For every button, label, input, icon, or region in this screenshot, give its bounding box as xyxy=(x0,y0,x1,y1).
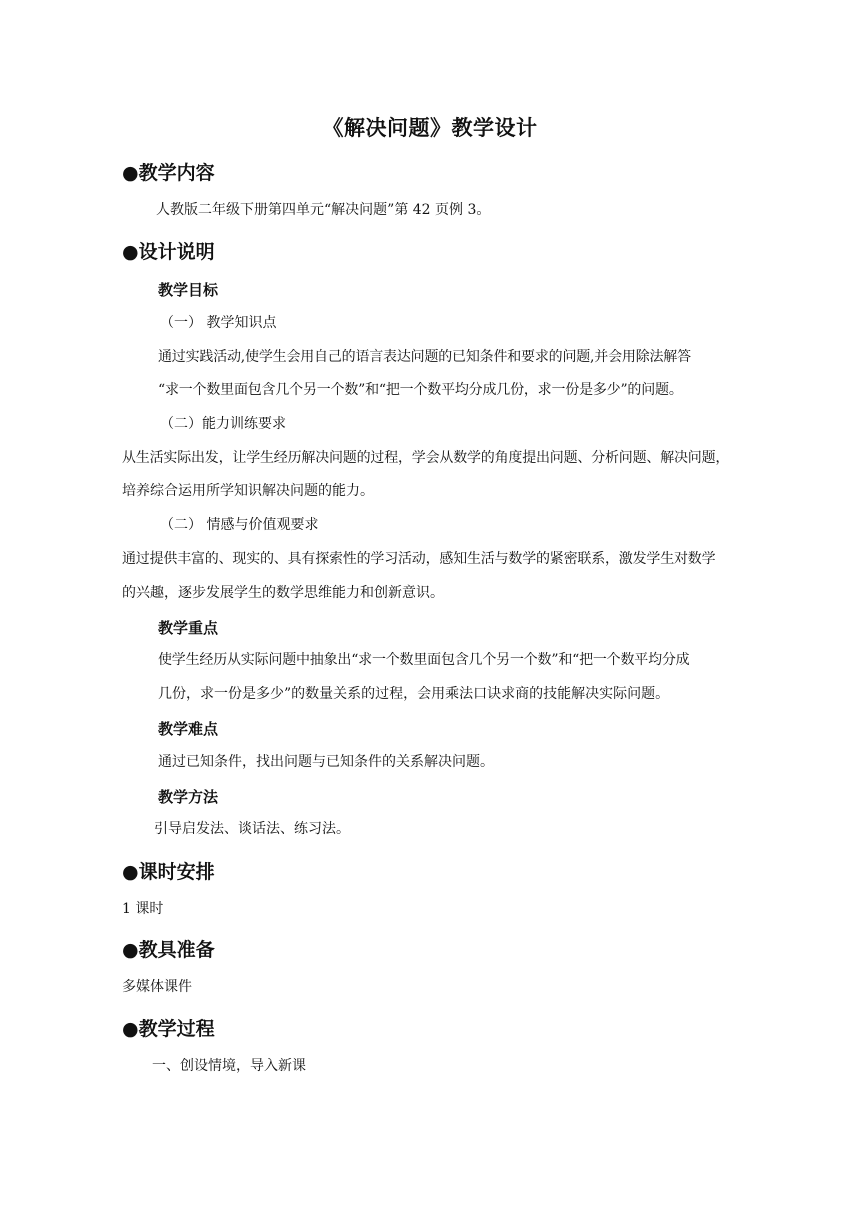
subheading-teaching-methods: 教学方法 xyxy=(158,788,219,806)
section-heading-teaching-content: ●教学内容 xyxy=(122,162,215,184)
goal-2-line-2: 培养综合运用所学知识解决问题的能力。 xyxy=(122,483,374,499)
section-heading-schedule: ●课时安排 xyxy=(122,861,215,883)
section-heading-design-notes: ●设计说明 xyxy=(122,241,215,263)
goal-2-label: （二）能力训练要求 xyxy=(160,416,286,432)
teaching-content-text: 人教版二年级下册第四单元“解决问题”第 42 页例 3。 xyxy=(156,202,491,218)
schedule-text: 1 课时 xyxy=(122,901,164,917)
section-heading-teaching-tools: ●教具准备 xyxy=(122,939,215,961)
goal-1-line-1: 通过实践活动,使学生会用自己的语言表达问题的已知条件和要求的问题,并会用除法解答 xyxy=(158,349,691,365)
difficulties-text: 通过已知条件，找出问题与已知条件的关系解决问题。 xyxy=(158,754,494,770)
section-heading-teaching-process: ●教学过程 xyxy=(122,1018,215,1040)
teaching-methods-text: 引导启发法、谈话法、练习法。 xyxy=(154,821,350,837)
subheading-difficulties: 教学难点 xyxy=(158,720,219,738)
key-points-line-1: 使学生经历从实际问题中抽象出“求一个数里面包含几个另一个数”和“把一个数平均分成 xyxy=(158,652,690,668)
goal-3-line-2: 的兴趣，逐步发展学生的数学思维能力和创新意识。 xyxy=(122,585,444,601)
goal-1-line-2: “求一个数里面包含几个另一个数”和“把一个数平均分成几份，求一份是多少”的问题。 xyxy=(158,382,683,398)
subheading-teaching-goals: 教学目标 xyxy=(158,281,219,299)
goal-3-line-1: 通过提供丰富的、现实的、具有探索性的学习活动，感知生活与数学的紧密联系，激发学生对数学 xyxy=(122,551,716,567)
document-title: 《解决问题》教学设计 xyxy=(322,116,538,140)
goal-3-label: （二） 情感与价值观要求 xyxy=(160,517,319,533)
subheading-key-points: 教学重点 xyxy=(158,619,219,637)
goal-2-line-1: 从生活实际出发，让学生经历解决问题的过程，学会从数学的角度提出问题、分析问题、解决问题， xyxy=(122,450,730,466)
teaching-tools-text: 多媒体课件 xyxy=(122,979,192,995)
goal-1-label: （一） 教学知识点 xyxy=(160,315,277,331)
key-points-line-2: 几份，求一份是多少”的数量关系的过程，会用乘法口诀求商的技能解决实际问题。 xyxy=(158,686,670,702)
teaching-process-item-1: 一、创设情境，导入新课 xyxy=(152,1058,306,1074)
